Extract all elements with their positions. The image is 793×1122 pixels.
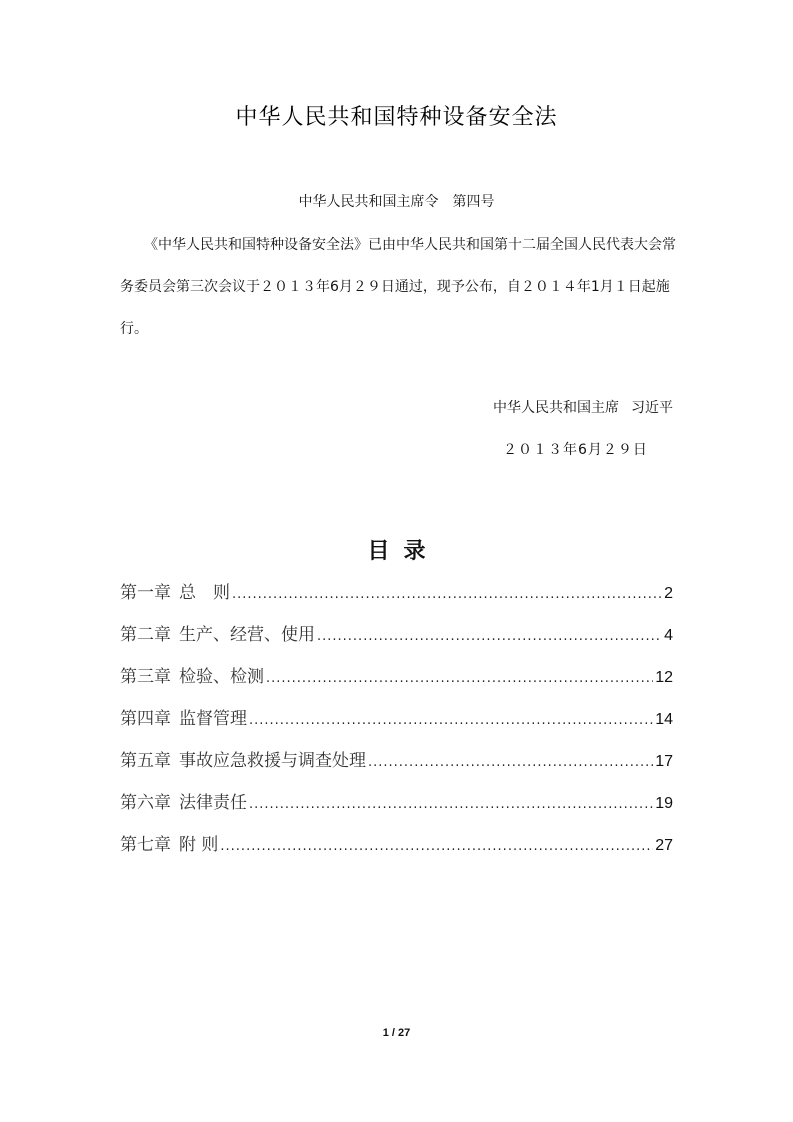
toc-entry-title: 第六章 法律责任: [120, 793, 247, 813]
order-issuer: 中华人民共和国主席令: [298, 194, 439, 210]
toc-leader-dots: [249, 797, 653, 812]
toc-entry-title: 第五章 事故应急救援与调查处理: [120, 751, 366, 771]
toc-entry-title: 第七章 附 则: [120, 835, 219, 855]
toc-leader-dots: [266, 671, 653, 686]
promulgation-text: 《中华人民共和国特种设备安全法》已由中华人民共和国第十二届全国人民代表大会常务委员会第三次会议于２０１３年6月２９日通过，现予公布，自２０１４年1月１日起施行。: [120, 237, 676, 337]
toc-entry-page: 14: [655, 711, 673, 728]
order-number: 第四号: [452, 194, 495, 210]
toc-title: 目录: [367, 539, 440, 564]
toc-entry-title: 第三章 检验、检测: [120, 667, 264, 687]
toc-entry[interactable]: [120, 830, 673, 872]
toc-leader-dots: [368, 755, 653, 770]
toc-entry[interactable]: [120, 788, 673, 830]
toc-entry[interactable]: [120, 704, 673, 746]
toc-entry-page: 2: [664, 585, 673, 602]
signature-date: ２０１３年6月２９日: [503, 442, 648, 458]
table-of-contents: [120, 578, 673, 872]
signature-name: 习近平: [631, 400, 673, 416]
toc-leader-dots: [232, 587, 662, 602]
toc-entry-page: 17: [655, 753, 673, 770]
toc-entry[interactable]: [120, 746, 673, 788]
toc-entry-title: 第四章 监督管理: [120, 709, 247, 729]
toc-entry-page: 4: [664, 627, 673, 644]
toc-leader-dots: [317, 629, 662, 644]
toc-leader-dots: [249, 713, 653, 728]
toc-entry[interactable]: [120, 662, 673, 704]
signature-title: 中华人民共和国主席: [493, 400, 619, 416]
toc-entry-page: 27: [655, 837, 673, 854]
toc-entry-page: 12: [655, 669, 673, 686]
document-title: 中华人民共和国特种设备安全法: [235, 105, 558, 130]
toc-entry-title: 第一章 总 则: [120, 583, 230, 603]
signature: [493, 397, 673, 417]
toc-entry-page: 19: [655, 795, 673, 812]
toc-entry[interactable]: [120, 620, 673, 662]
presidential-order: [0, 191, 793, 211]
page-number-footer: 1 / 27: [382, 1027, 411, 1039]
toc-leader-dots: [220, 839, 653, 854]
toc-entry[interactable]: [120, 578, 673, 620]
toc-entry-title: 第二章 生产、经营、使用: [120, 625, 315, 645]
promulgation-paragraph: [120, 224, 676, 350]
